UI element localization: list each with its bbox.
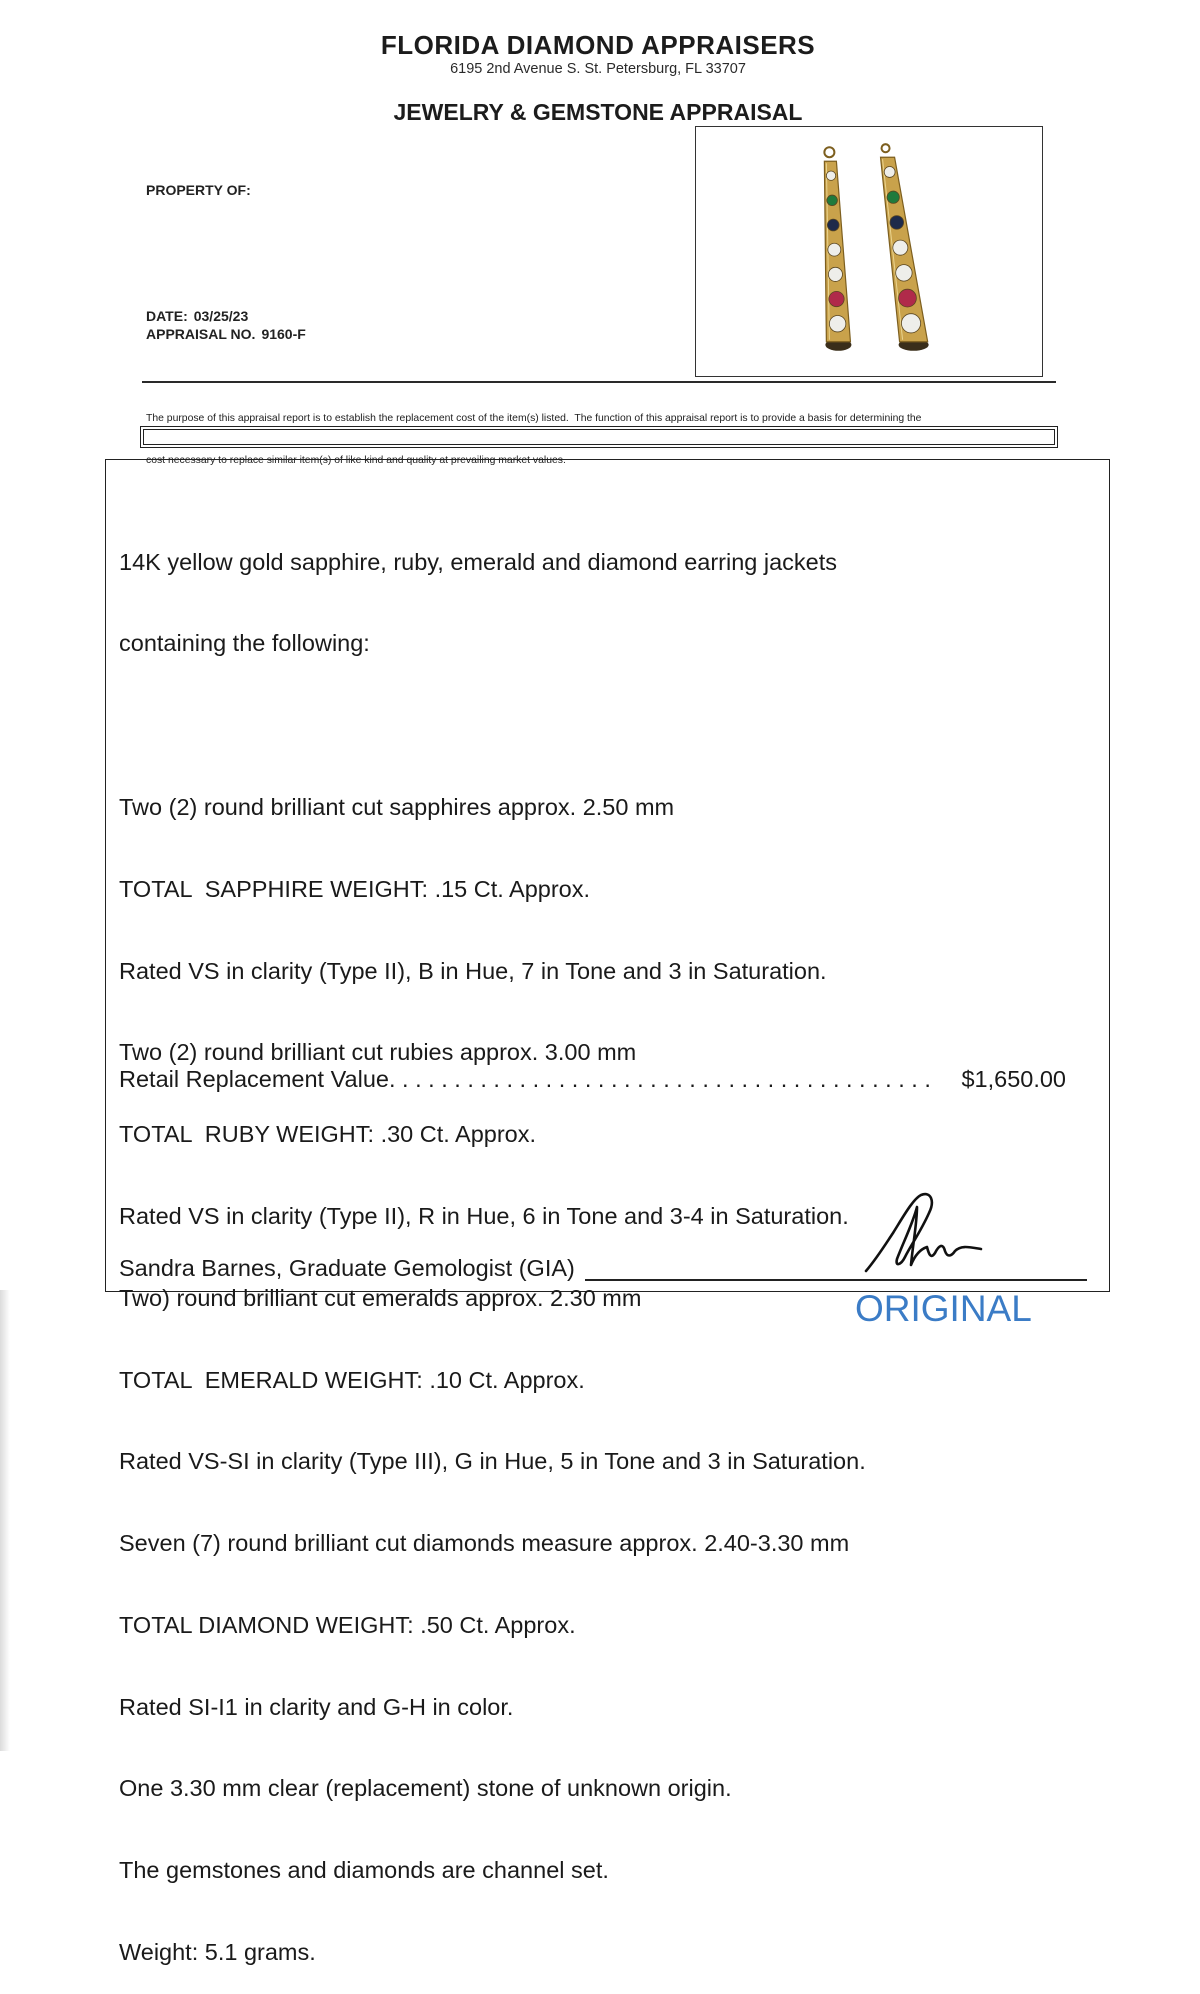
detail-line: Two (2) round brilliant cut rubies approx. 3.00 mm: [119, 1039, 637, 1066]
handwritten-signature: [855, 1183, 995, 1283]
detail-line: Two) round brilliant cut emeralds approx. 2.30 mm: [119, 1284, 642, 1311]
detail-line: TOTAL EMERALD WEIGHT: .10 Ct. Approx.: [119, 1366, 585, 1393]
original-stamp: ORIGINAL: [855, 1288, 1032, 1329]
detail-line: Rated VS in clarity (Type II), B in Hue, 7 in Tone and 3 in Saturation.: [119, 957, 827, 984]
detail-line: Weight: 5.1 grams.: [119, 1939, 316, 1966]
right-earring-stone: [890, 216, 904, 230]
detail-line: Rated VS-SI in clarity (Type III), G in Hue, 5 in Tone and 3 in Saturation.: [119, 1448, 866, 1475]
detail-line: Seven (7) round brilliant cut diamonds measure approx. 2.40-3.30 mm: [119, 1530, 850, 1557]
detail-line: TOTAL RUBY WEIGHT: .30 Ct. Approx.: [119, 1121, 537, 1148]
appraisal-number-row: [146, 326, 306, 342]
appraisal-number-value: 9160-F: [261, 326, 306, 342]
right-earring-loop: [882, 144, 890, 152]
signature-line: [585, 1279, 1087, 1281]
left-earring-stone: [829, 315, 845, 331]
right-earring-stone: [887, 191, 899, 203]
detail-line: Rated SI-I1 in clarity and G-H in color.: [119, 1693, 514, 1720]
purpose-line: cost necessary to replace similar item(s) of like kind and quality at prevailing market values.: [146, 455, 566, 466]
left-earring-stone: [829, 291, 844, 306]
left-earring-stone: [827, 195, 838, 206]
right-earring-stone: [884, 167, 895, 178]
earring-photo: [695, 126, 1043, 377]
appraisal-number-label: APPRAISAL NO.: [146, 326, 256, 342]
left-earring-stone: [827, 219, 839, 231]
date-value: 03/25/23: [193, 308, 249, 324]
double-rule-box: [140, 426, 1058, 448]
left-earring-stone: [826, 171, 835, 180]
left-earring-stone: [828, 243, 841, 256]
date-row: [146, 308, 248, 324]
item-description: [119, 494, 866, 1994]
header-divider: [142, 381, 1056, 383]
right-earring-stone: [899, 289, 917, 307]
left-earring-stone: [828, 267, 842, 281]
property-of-label: PROPERTY OF:: [146, 182, 251, 198]
company-name: FLORIDA DIAMOND APPRAISERS: [380, 30, 816, 60]
scan-edge-shadow: [0, 1290, 10, 1751]
retail-replacement-value-row: [119, 1066, 1066, 1093]
value-amount: $1,650.00: [961, 1066, 1066, 1092]
blank-line: [119, 712, 866, 739]
date-label: DATE:: [146, 308, 188, 324]
company-address: 6195 2nd Avenue S. St. Petersburg, FL 33707: [450, 61, 746, 77]
dot-leader: . . . . . . . . . . . . . . . . . . . . . . . . . . . . . . . . . . . . . . . . . .: [388, 1066, 931, 1092]
detail-line: One 3.30 mm clear (replacement) stone of unknown origin.: [119, 1775, 732, 1802]
appraiser-name: Sandra Barnes, Graduate Gemologist (GIA): [119, 1255, 575, 1281]
detail-line: Two (2) round brilliant cut sapphires approx. 2.50 mm: [119, 793, 675, 820]
right-earring-stone: [896, 265, 912, 281]
detail-line: Rated VS in clarity (Type II), R in Hue, 6 in Tone and 3-4 in Saturation.: [119, 1202, 849, 1229]
earring-photo-drawing: [696, 127, 1042, 376]
left-earring-loop: [824, 147, 834, 157]
value-label: Retail Replacement Value: [119, 1066, 389, 1092]
purpose-line: The purpose of this appraisal report is to establish the replacement cost of the item(s) listed. The function of this appraisal report is to provide a basis for determining the: [146, 413, 922, 424]
right-earring-stone: [893, 240, 908, 255]
intro-line: 14K yellow gold sapphire, ruby, emerald and diamond earring jackets: [119, 548, 838, 575]
intro-line: containing the following:: [119, 630, 370, 657]
document-title: JEWELRY & GEMSTONE APPRAISAL: [393, 99, 803, 125]
right-earring-stone: [901, 314, 920, 333]
double-rule-box-inner: [143, 429, 1055, 445]
detail-line: TOTAL SAPPHIRE WEIGHT: .15 Ct. Approx.: [119, 875, 591, 902]
detail-line: TOTAL DIAMOND WEIGHT: .50 Ct. Approx.: [119, 1611, 576, 1638]
detail-line: The gemstones and diamonds are channel set.: [119, 1857, 609, 1884]
